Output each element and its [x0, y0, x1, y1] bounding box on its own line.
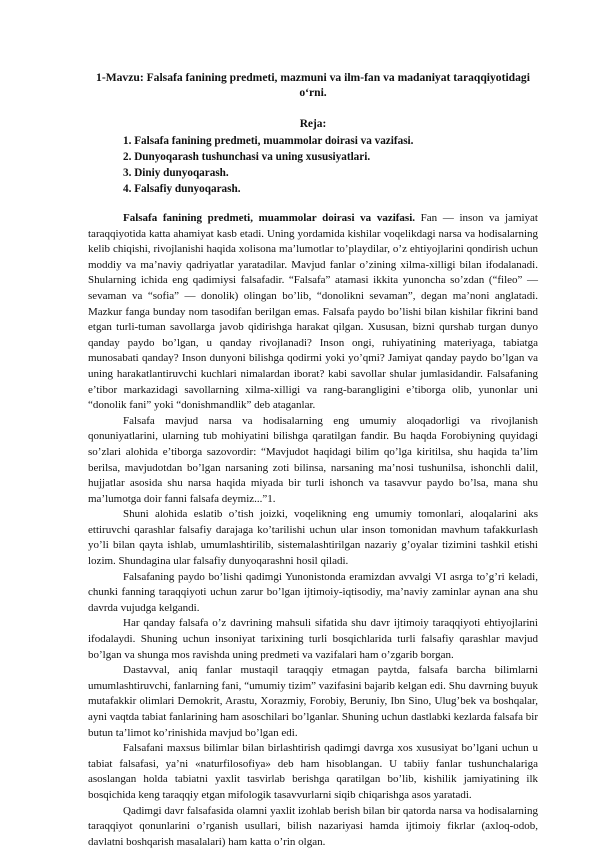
plan-list — [88, 133, 538, 197]
plan-item: 1. Falsafa fanining predmeti, muammolar doirasi va vazifasi. — [123, 135, 414, 147]
body-paragraph: Dastavval, aniq fanlar mustaqil taraqqiy etmagan paytda, falsafa barcha bilimlarni umumlashtiruvchi, fanlarning fani, “umumiy tizim” vazifasini bajarib kelgan edi. Shu davrning buyuk mutafakkir olimlari Demokrit, Arastu, Xorazmiy, Forobiy, Beruniy, Ibn Sino, Ulug’bek va boshqalar, ayni vaqtda tabiat fanlarining ham asoschilari bo’lganlar. Shuning uchun dastlabki kezlarda falsafa bir butun ta’limot ko’rinishida mavjud bo’lgan edi. — [88, 664, 538, 739]
plan-item: 2. Dunyoqarash tushunchasi va uning xususiyatlari. — [123, 151, 371, 163]
document-title: 1-Mavzu: Falsafa fanining predmeti, mazmuni va ilm-fan va madaniyat taraqqiyotidagi o‘rni. — [96, 71, 530, 99]
body-paragraph: Shuni alohida eslatib o’tish joizki, voqelikning eng umumiy tomonlari, aloqalarini aks ettiruvchi qarashlar falsafiy darajaga ko’tarilishi uchun ular inson tomonidan mavhum tafakkurlash yo’li bilan qayta ishlab, umumlashtirilib, sistemalashtirilgan nazariy g’oyalar tizimini tashkil etishi lozim. Shundagina ular falsafiy dunyoqarashni hosil qiladi. — [88, 508, 538, 568]
body-paragraph: Falsafa mavjud narsa va hodisalarning eng umumiy aloqadorligi va rivojlanish qonuniyatlarini, ularning tub mohiyatini bilishga qaratilgan fandir. Bu haqda Forobiyning quyidagi so’zlari alohida e’tiborga sazovordir: “Mavjudot haqidagi bilim qo’lga kiritilsa, shu haqida ta’lim berilsa, mavjudotdan bo’lgan narsaning zoti bilinsa, narsaning ma’nosi tushunilsa, ishonchli dalil, hujjatlar asosida shu narsa haqida miyada bir turli ishonch va tasavvur paydo bo’lsa, mana shu ma’lumotga doir fanni falsafa deymiz...”1. — [88, 414, 538, 505]
body-paragraph: Har qanday falsafa o’z davrining mahsuli sifatida shu davr ijtimoiy taraqqiyoti ehtiyojlarini ifodalaydi. Shuning uchun insoniyat tarixining turli bosqichlarida turli falsafiy qarashlar mavjud bo’lgan va shunga mos ravishda uning predmeti va vazifalari ham o’zgarib borgan. — [88, 617, 538, 661]
paragraph-lead-heading: Falsafa fanining predmeti, muammolar doirasi va vazifasi. — [123, 212, 416, 224]
document-page — [88, 70, 538, 850]
body-paragraph: Qadimgi davr falsafasida olamni yaxlit izohlab berish bilan bir qatorda narsa va hodisalarning taraqqiyot qonunlarini o’rganish usullari, bilish nazariyasi hamda ijtimoiy fikrlar (axloq-odob, davlatni boshqarish masalalari) ham katta o’rin olgan. — [88, 804, 538, 848]
plan-item: 3. Diniy dunyoqarash. — [123, 167, 229, 179]
body-paragraph — [88, 211, 538, 414]
plan-heading: Reja: — [299, 118, 327, 130]
paragraph-text: Fan — inson va jamiyat taraqqiyotida katta ahamiyat kasb etadi. Uning yordamida kishilar voqelikdagi narsa va hodisalarning kelib chiqishi, rivojlanishi haqida xolisona ma’lumotlar to’playdilar, o’z ehtiyojlarini qondirish uchun moddiy va ma’naviy qadriyatlar yaratadilar. Mavjud fanlar o’zining xilma-xilligi bilan ifodalanadi. Shularning ichida eng qadimiysi falsafadir. “Falsafa” atamasi ikkita yunoncha so’zdan (“fileo” — sevaman va “sofia” — donolik) olingan bo’lib, “donolikni sevaman”, degan ma’noni anglatadi. Mazkur fanga bunday nom tasodifan berilgan emas. Falsafa paydo bo’lishi bilan kishilar fikrini band etgan turli-tuman savollarga javob qidirishga harakat qilgan. Xususan, bizni qurshab turgan dunyo qanday paydo bo’lgan, u qanday rivojlanadi? Inson ongi, ruhiyatining materiyaga, tabiatga munosabati qanday? Inson dunyoni bilishga qodirmi yoki yo’qmi? Jamiyat qanday paydo bo’lgan va uning harakatlantiruvchi kuchlari nimalardan iborat? kabi savollar shular jumlasidandir. Falsafaning e’tibor markazidagi savollarning xilma-xilligi va rang-barangligini e’tiborga olib, yunonlar uni “donolik fani” yoki “donishmandlik” deb ataganlar. — [88, 212, 538, 412]
plan-item: 4. Falsafiy dunyoqarash. — [123, 183, 241, 195]
body-paragraph: Falsafaning paydo bo’lishi qadimgi Yunonistonda eramizdan avvalgi VI asrga to’g’ri keladi, chunki fanning taraqqiyoti uchun zarur bo’lgan ijtimoiy-iqtisodiy, ma’naviy zaminlar aynan ana shu davrda vujudga kelgandi. — [88, 570, 538, 614]
body-paragraph: Falsafani maxsus bilimlar bilan birlashtirish qadimgi davrga xos xususiyat bo’lgani uchun u tabiat falsafasi, ya’ni «naturfilosofiya» deb ham hisoblangan. U tabiiy fanlar tushunchalariga asoslangan holda tabiatni yaxlit tasvirlab berishga qaratilgan bo’lib, kishilik jamiyatining ilk bosqichida keng taraqqiy etgan mifologik tasavvurlarni siqib chiqarishga asos yaratadi. — [88, 742, 538, 801]
